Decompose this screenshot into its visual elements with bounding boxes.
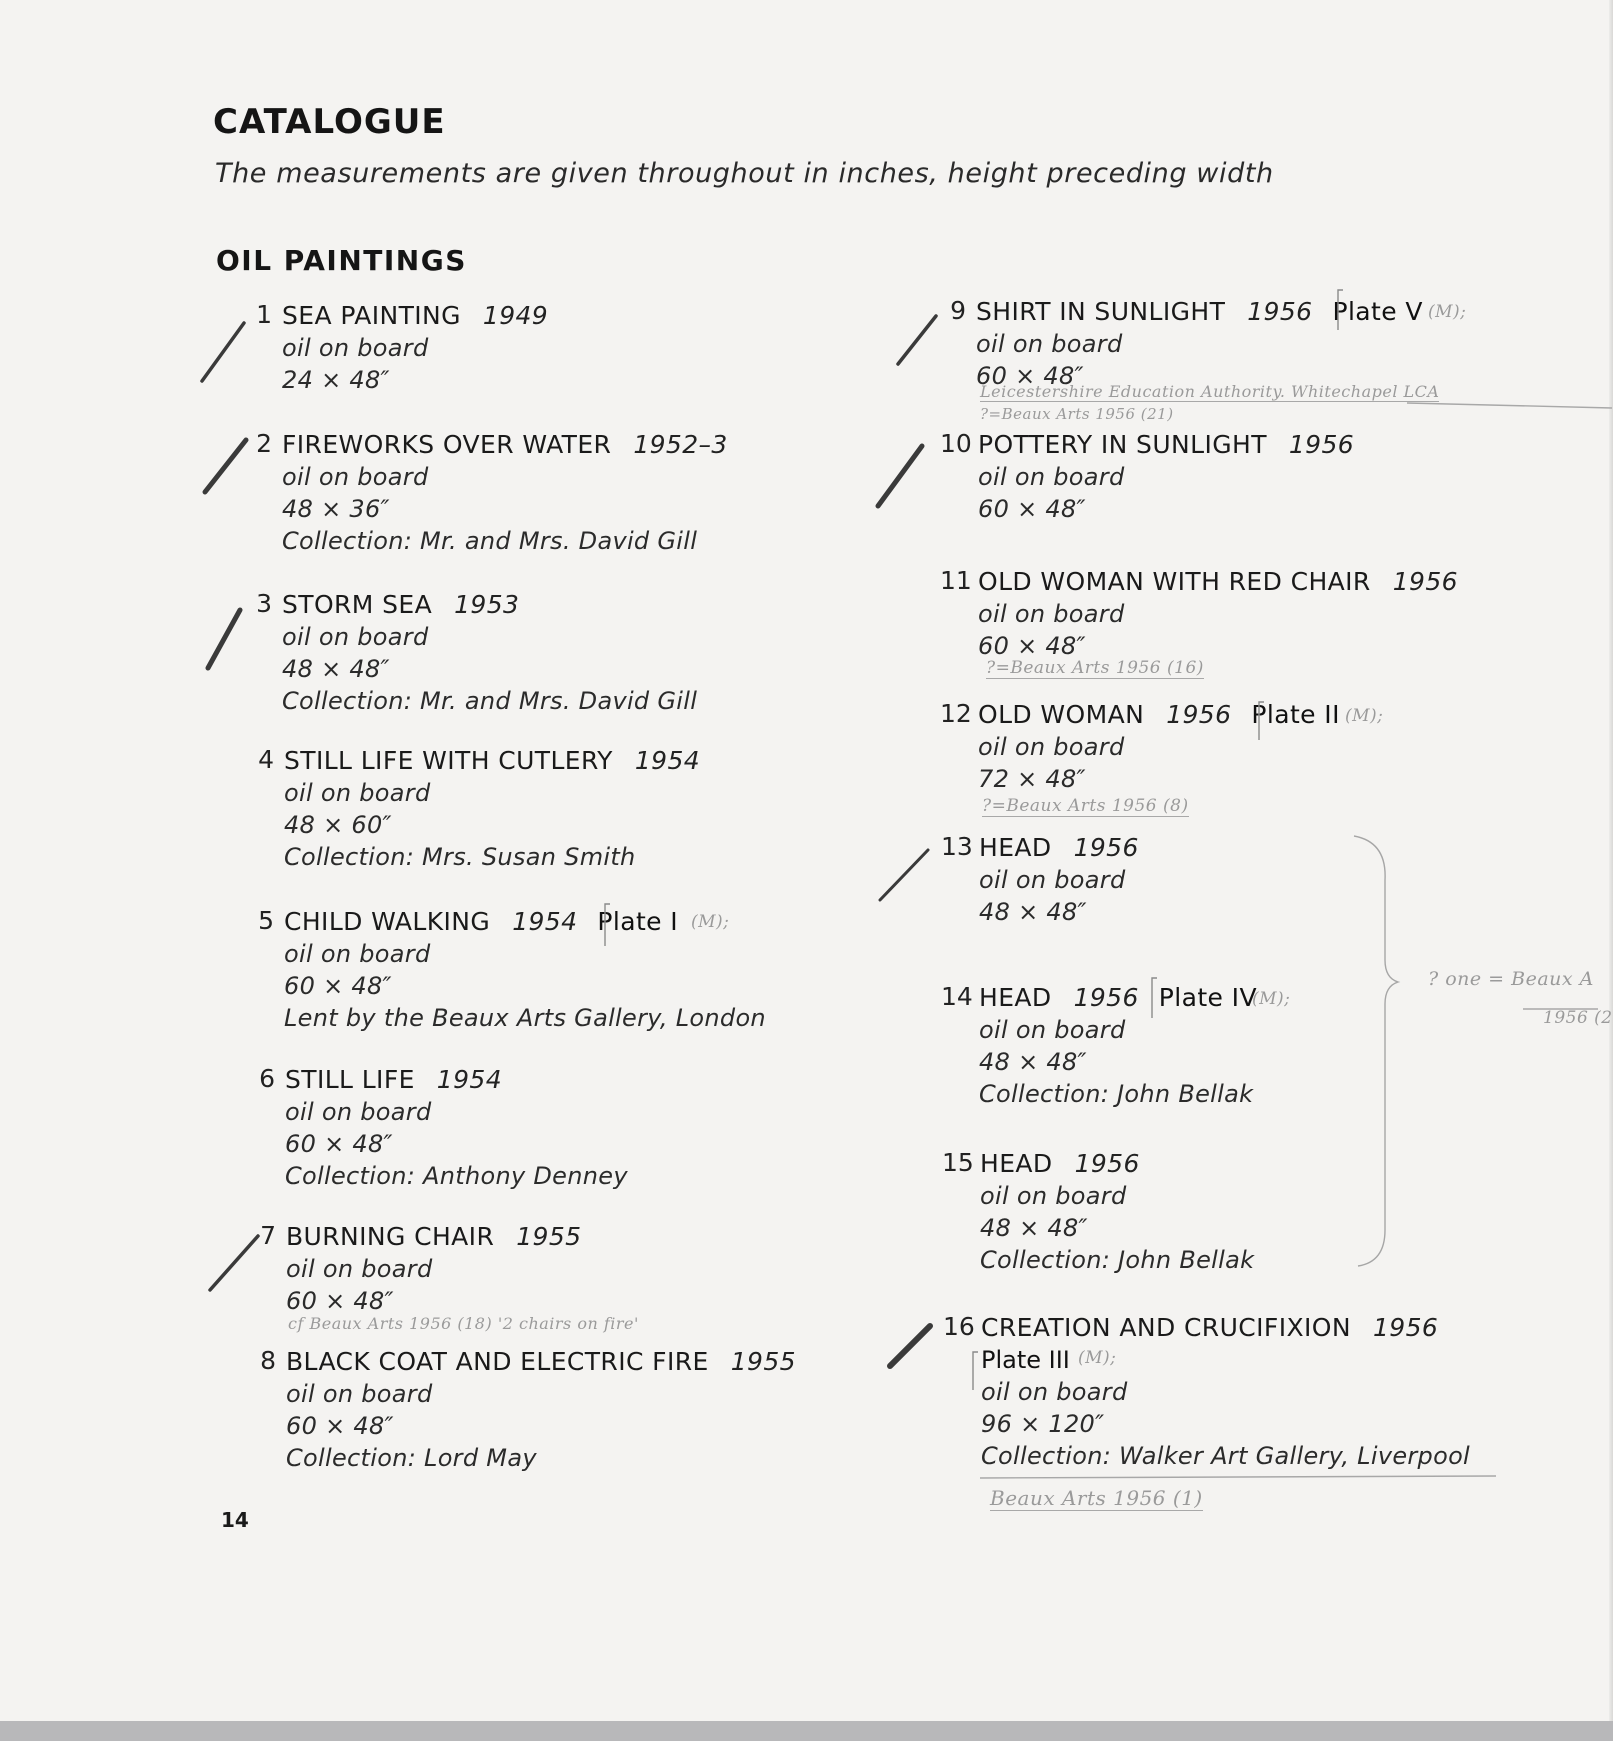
entry-collection: Collection: Mr. and Mrs. David Gill xyxy=(282,527,698,555)
pencil-note: Beaux Arts 1956 (1) xyxy=(990,1486,1203,1510)
catalogue-entry-4 xyxy=(258,745,701,873)
entry-size: 48 × 48″ xyxy=(979,1048,1087,1076)
entry-year: 1955 xyxy=(516,1222,582,1251)
entry-collection: Collection: John Bellak xyxy=(979,1080,1254,1108)
entry-title: STILL LIFE WITH CUTLERY xyxy=(284,746,613,775)
entry-medium: oil on board xyxy=(981,1378,1128,1406)
entry-size: 48 × 48″ xyxy=(980,1214,1088,1242)
pencil-note: cf Beaux Arts 1956 (18) '2 chairs on fire' xyxy=(288,1314,639,1333)
entry-medium: oil on board xyxy=(978,600,1125,628)
page-edge xyxy=(1609,0,1613,1721)
entry-year: 1956 xyxy=(1247,297,1313,326)
entry-year: 1949 xyxy=(482,301,549,330)
entry-title: STILL LIFE xyxy=(285,1065,415,1094)
page-title: CATALOGUE xyxy=(213,102,446,142)
entry-title: SEA PAINTING xyxy=(282,301,461,330)
pencil-note-m: (M); xyxy=(691,912,730,932)
entry-year: 1956 xyxy=(1074,1149,1140,1178)
entry-year: 1954 xyxy=(634,746,701,775)
pencil-note: ?=Beaux Arts 1956 (16) xyxy=(986,658,1204,678)
entry-title: SHIRT IN SUNLIGHT xyxy=(976,297,1226,326)
pencil-note-m: (M); xyxy=(1428,302,1467,322)
catalogue-entry-2 xyxy=(256,429,728,557)
entry-number: 7 xyxy=(260,1221,276,1250)
entry-size: 48 × 48″ xyxy=(282,655,390,683)
pencil-note: Leicestershire Education Authority. Whitechapel LCA xyxy=(980,382,1440,401)
entry-number: 3 xyxy=(256,589,272,618)
entry-year: 1956 xyxy=(1288,430,1355,459)
entry-plate: Plate II xyxy=(1251,700,1340,729)
entry-title: POTTERY IN SUNLIGHT xyxy=(978,430,1267,459)
catalogue-entry-7 xyxy=(260,1221,582,1317)
catalogue-entry-3 xyxy=(256,589,698,717)
entry-medium: oil on board xyxy=(978,463,1125,491)
pencil-note: ?=Beaux Arts 1956 (8) xyxy=(982,796,1189,816)
entry-number: 1 xyxy=(256,300,272,329)
page-subtitle: The measurements are given throughout in inches, height preceding width xyxy=(215,158,1274,189)
entry-medium: oil on board xyxy=(285,1098,432,1126)
entry-title: BURNING CHAIR xyxy=(286,1222,495,1251)
entry-size: 96 × 120″ xyxy=(981,1410,1105,1438)
entry-title: CHILD WALKING xyxy=(284,907,491,936)
catalogue-entry-6 xyxy=(259,1064,628,1192)
entry-size: 48 × 36″ xyxy=(282,495,390,523)
entry-size: 48 × 48″ xyxy=(979,898,1087,926)
entry-title: HEAD xyxy=(979,833,1052,862)
entry-number: 13 xyxy=(941,832,973,861)
catalogue-entry-8 xyxy=(260,1346,796,1474)
entry-year: 1953 xyxy=(454,590,520,619)
entry-medium: oil on board xyxy=(282,623,429,651)
pencil-note: 1956 (2 xyxy=(1543,1008,1613,1028)
entry-collection: Collection: John Bellak xyxy=(980,1246,1255,1274)
entry-title: FIREWORKS OVER WATER xyxy=(282,430,612,459)
entry-year: 1952–3 xyxy=(633,430,728,459)
catalogue-entry-10 xyxy=(940,429,1355,525)
entry-number: 12 xyxy=(940,699,972,728)
entry-medium: oil on board xyxy=(284,940,431,968)
catalogue-entry-14 xyxy=(941,982,1257,1110)
entry-year: 1954 xyxy=(512,907,578,936)
catalogue-entry-1 xyxy=(256,300,549,396)
pencil-note-m: (M); xyxy=(1078,1348,1117,1368)
pencil-note-m: (M); xyxy=(1345,706,1384,726)
entry-size: 60 × 48″ xyxy=(284,972,392,1000)
entry-medium: oil on board xyxy=(286,1255,433,1283)
entry-size: 48 × 60″ xyxy=(284,811,392,839)
catalogue-entry-9 xyxy=(950,296,1423,392)
pencil-note-m: (M); xyxy=(1252,989,1291,1009)
entry-collection: Collection: Anthony Denney xyxy=(285,1162,628,1190)
entry-size: 60 × 48″ xyxy=(286,1412,394,1440)
pencil-note: ?=Beaux Arts 1956 (21) xyxy=(980,405,1174,423)
entry-year: 1954 xyxy=(436,1065,503,1094)
entry-number: 4 xyxy=(258,745,274,774)
entry-title: CREATION AND CRUCIFIXION xyxy=(981,1313,1351,1342)
entry-collection: Collection: Walker Art Gallery, Liverpool xyxy=(981,1442,1471,1470)
section-heading: OIL PAINTINGS xyxy=(216,244,467,277)
catalogue-entry-12 xyxy=(940,699,1340,795)
catalogue-entry-11 xyxy=(940,566,1458,662)
entry-collection: Lent by the Beaux Arts Gallery, London xyxy=(284,1004,766,1032)
entry-plate: Plate III xyxy=(981,1346,1070,1374)
entry-year: 1956 xyxy=(1166,700,1232,729)
entry-number: 5 xyxy=(258,906,274,935)
catalogue-entry-13 xyxy=(941,832,1139,928)
scan-bottom-edge xyxy=(0,1721,1613,1741)
entry-year: 1956 xyxy=(1392,567,1458,596)
entry-medium: oil on board xyxy=(976,330,1123,358)
entry-plate: Plate IV xyxy=(1158,983,1257,1012)
entry-title: HEAD xyxy=(979,983,1052,1012)
catalogue-entry-16 xyxy=(943,1312,1471,1472)
entry-medium: oil on board xyxy=(980,1182,1127,1210)
entry-collection: Collection: Lord May xyxy=(286,1444,537,1472)
entry-title: BLACK COAT AND ELECTRIC FIRE xyxy=(286,1347,709,1376)
catalogue-entry-15 xyxy=(942,1148,1255,1276)
entry-plate: Plate I xyxy=(597,907,679,936)
entry-size: 60 × 48″ xyxy=(976,362,1084,390)
entry-year: 1955 xyxy=(730,1347,796,1376)
entry-number: 10 xyxy=(940,429,972,458)
entry-number: 14 xyxy=(941,982,973,1011)
entry-size: 60 × 48″ xyxy=(978,495,1086,523)
entry-size: 60 × 48″ xyxy=(286,1287,394,1315)
entry-medium: oil on board xyxy=(979,866,1126,894)
entry-size: 60 × 48″ xyxy=(978,632,1086,660)
entry-number: 11 xyxy=(940,566,972,595)
pencil-note: ? one = Beaux A xyxy=(1428,968,1594,990)
entry-number: 8 xyxy=(260,1346,276,1375)
entry-medium: oil on board xyxy=(284,779,431,807)
entry-title: OLD WOMAN WITH RED CHAIR xyxy=(978,567,1371,596)
entry-number: 15 xyxy=(942,1148,974,1177)
entry-medium: oil on board xyxy=(979,1016,1126,1044)
entry-collection: Collection: Mr. and Mrs. David Gill xyxy=(282,687,698,715)
entry-medium: oil on board xyxy=(978,733,1125,761)
entry-collection: Collection: Mrs. Susan Smith xyxy=(284,843,636,871)
entry-title: HEAD xyxy=(980,1149,1053,1178)
entry-number: 16 xyxy=(943,1312,975,1341)
entry-year: 1956 xyxy=(1073,983,1139,1012)
entry-size: 72 × 48″ xyxy=(978,765,1086,793)
page-number: 14 xyxy=(221,1508,249,1532)
entry-plate: Plate V xyxy=(1332,297,1423,326)
entry-number: 2 xyxy=(256,429,272,458)
entry-medium: oil on board xyxy=(282,334,429,362)
entry-medium: oil on board xyxy=(282,463,429,491)
entry-medium: oil on board xyxy=(286,1380,433,1408)
entry-title: OLD WOMAN xyxy=(978,700,1145,729)
entry-size: 60 × 48″ xyxy=(285,1130,393,1158)
entry-number: 6 xyxy=(259,1064,275,1093)
entry-number: 9 xyxy=(950,296,966,325)
entry-year: 1956 xyxy=(1073,833,1139,862)
entry-size: 24 × 48″ xyxy=(282,366,390,394)
entry-year: 1956 xyxy=(1372,1313,1439,1342)
entry-title: STORM SEA xyxy=(282,590,433,619)
